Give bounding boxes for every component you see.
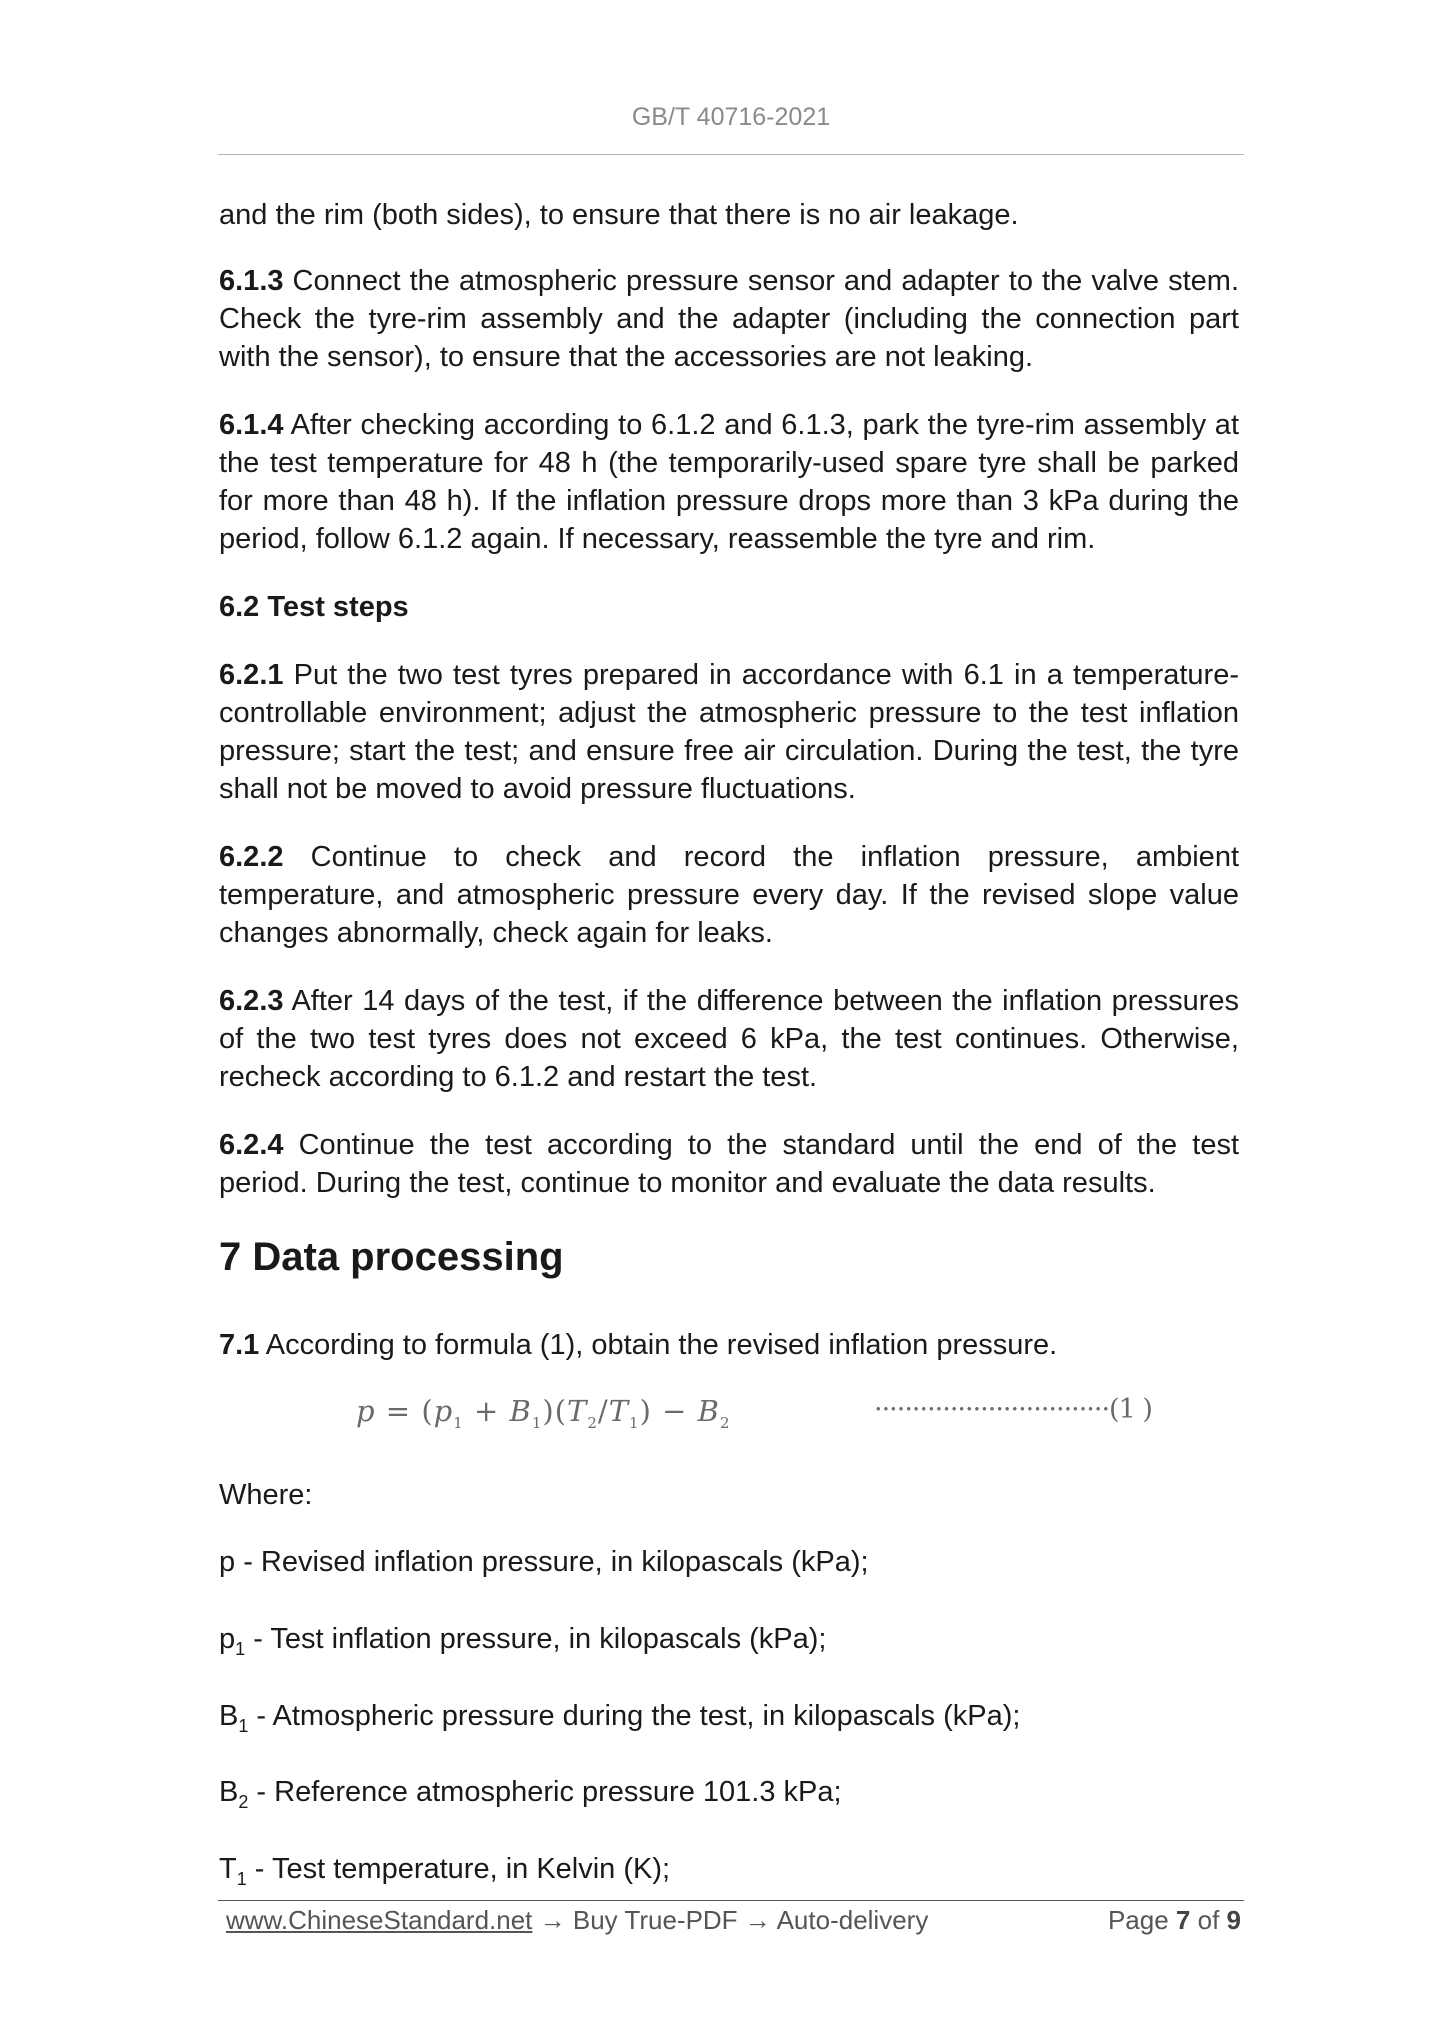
footer-divider — [218, 1900, 1244, 1901]
clause-number: 6.1.4 — [219, 409, 284, 441]
arrow-icon: → — [532, 1905, 573, 1935]
formula-1 — [219, 1390, 1239, 1444]
clause-text: Continue to check and record the inflation pressure, ambient temperature, and atmospheric pressure every day. If the revised slope value changes abnormally, check again for leaks. — [219, 841, 1239, 949]
clause-7-1 — [219, 1326, 1239, 1364]
section-title: 7 Data processing — [219, 1235, 564, 1279]
paragraph-continuation: and the rim (both sides), to ensure that there is no air leakage. — [219, 199, 1019, 231]
clause-text: After 14 days of the test, if the difference between the inflation pressures of the two test tyres does not exceed 6 kPa, the test continues. Otherwise, recheck according to 6.1.2 and restart the test. — [219, 985, 1239, 1093]
auto-delivery-text: Auto-delivery — [776, 1905, 929, 1935]
where-label: Where: — [219, 1479, 313, 1511]
page-footer — [226, 1905, 1241, 1936]
header-divider — [218, 154, 1244, 155]
website-link[interactable]: www.ChineseStandard.net — [226, 1905, 533, 1935]
clause-text: Put the two test tyres prepared in accordance with 6.1 in a temperature-controllable environment; adjust the atmospheric pressure to the test inflation pressure; start the test; and ensure free air circulation. During the test, the tyre shall not be moved to avoid pressure fluctuations. — [219, 659, 1239, 805]
buy-pdf-text: Buy True-PDF — [572, 1905, 738, 1935]
clause-6-1-4 — [219, 406, 1239, 558]
formula-number: ·······························(1 ) — [874, 1394, 1152, 1425]
clause-6-2-3 — [219, 982, 1239, 1096]
formula-expression: $p = (p_1 + B_1)(T_2/T_1) - B_2$ — [356, 1394, 731, 1432]
arrow-icon: → — [737, 1905, 777, 1935]
definition-item: $B_2$ - Reference atmospheric pressure 101.3 kPa; — [219, 1776, 842, 1813]
clause-text: Continue the test according to the standard until the end of the test period. During the test, continue to monitor and evaluate the data results. — [219, 1129, 1239, 1199]
clause-number: 6.2.4 — [219, 1129, 284, 1161]
clause-number: 6.2.2 — [219, 841, 284, 873]
clause-number: 6.1.3 — [219, 265, 284, 297]
definition-item: p - Revised inflation pressure, in kilopascals (kPa); — [219, 1546, 869, 1578]
clause-text: After checking according to 6.1.2 and 6.1.3, park the tyre-rim assembly at the test temperature for 48 h (the temporarily-used spare tyre shall be parked for more than 48 h). If the inflation pressure drops more than 3 kPa during the period, follow 6.1.2 again. If necessary, reassemble the tyre and rim. — [219, 409, 1239, 555]
clause-6-2-4 — [219, 1126, 1239, 1202]
definition-item: $B_1$ - Atmospheric pressure during the test, in kilopascals (kPa); — [219, 1699, 1021, 1736]
clause-text: According to formula (1), obtain the revised inflation pressure. — [259, 1329, 1058, 1361]
clause-6-2-1 — [219, 656, 1239, 808]
definition-item: $p_1$ - Test inflation pressure, in kilopascals (kPa); — [219, 1622, 827, 1659]
clause-number: 7.1 — [219, 1329, 260, 1361]
clause-6-1-3 — [219, 262, 1239, 376]
page-number: Page 7 of 9 — [1107, 1905, 1241, 1935]
definition-item: $T_1$ - Test temperature, in Kelvin (K); — [219, 1853, 671, 1889]
subheading-test-steps: 6.2 Test steps — [219, 591, 409, 623]
clause-6-2-2 — [219, 838, 1239, 952]
clause-number: 6.2.3 — [219, 985, 284, 1017]
clause-number: 6.2.1 — [219, 659, 284, 691]
clause-text: Connect the atmospheric pressure sensor and adapter to the valve stem. Check the tyre-rim assembly and the adapter (including the connection part with the sensor), to ensure that the accessories are not leaking. — [219, 265, 1239, 373]
page-content — [219, 196, 1239, 1927]
document-code-header: GB/T 40716-2021 — [631, 103, 831, 131]
